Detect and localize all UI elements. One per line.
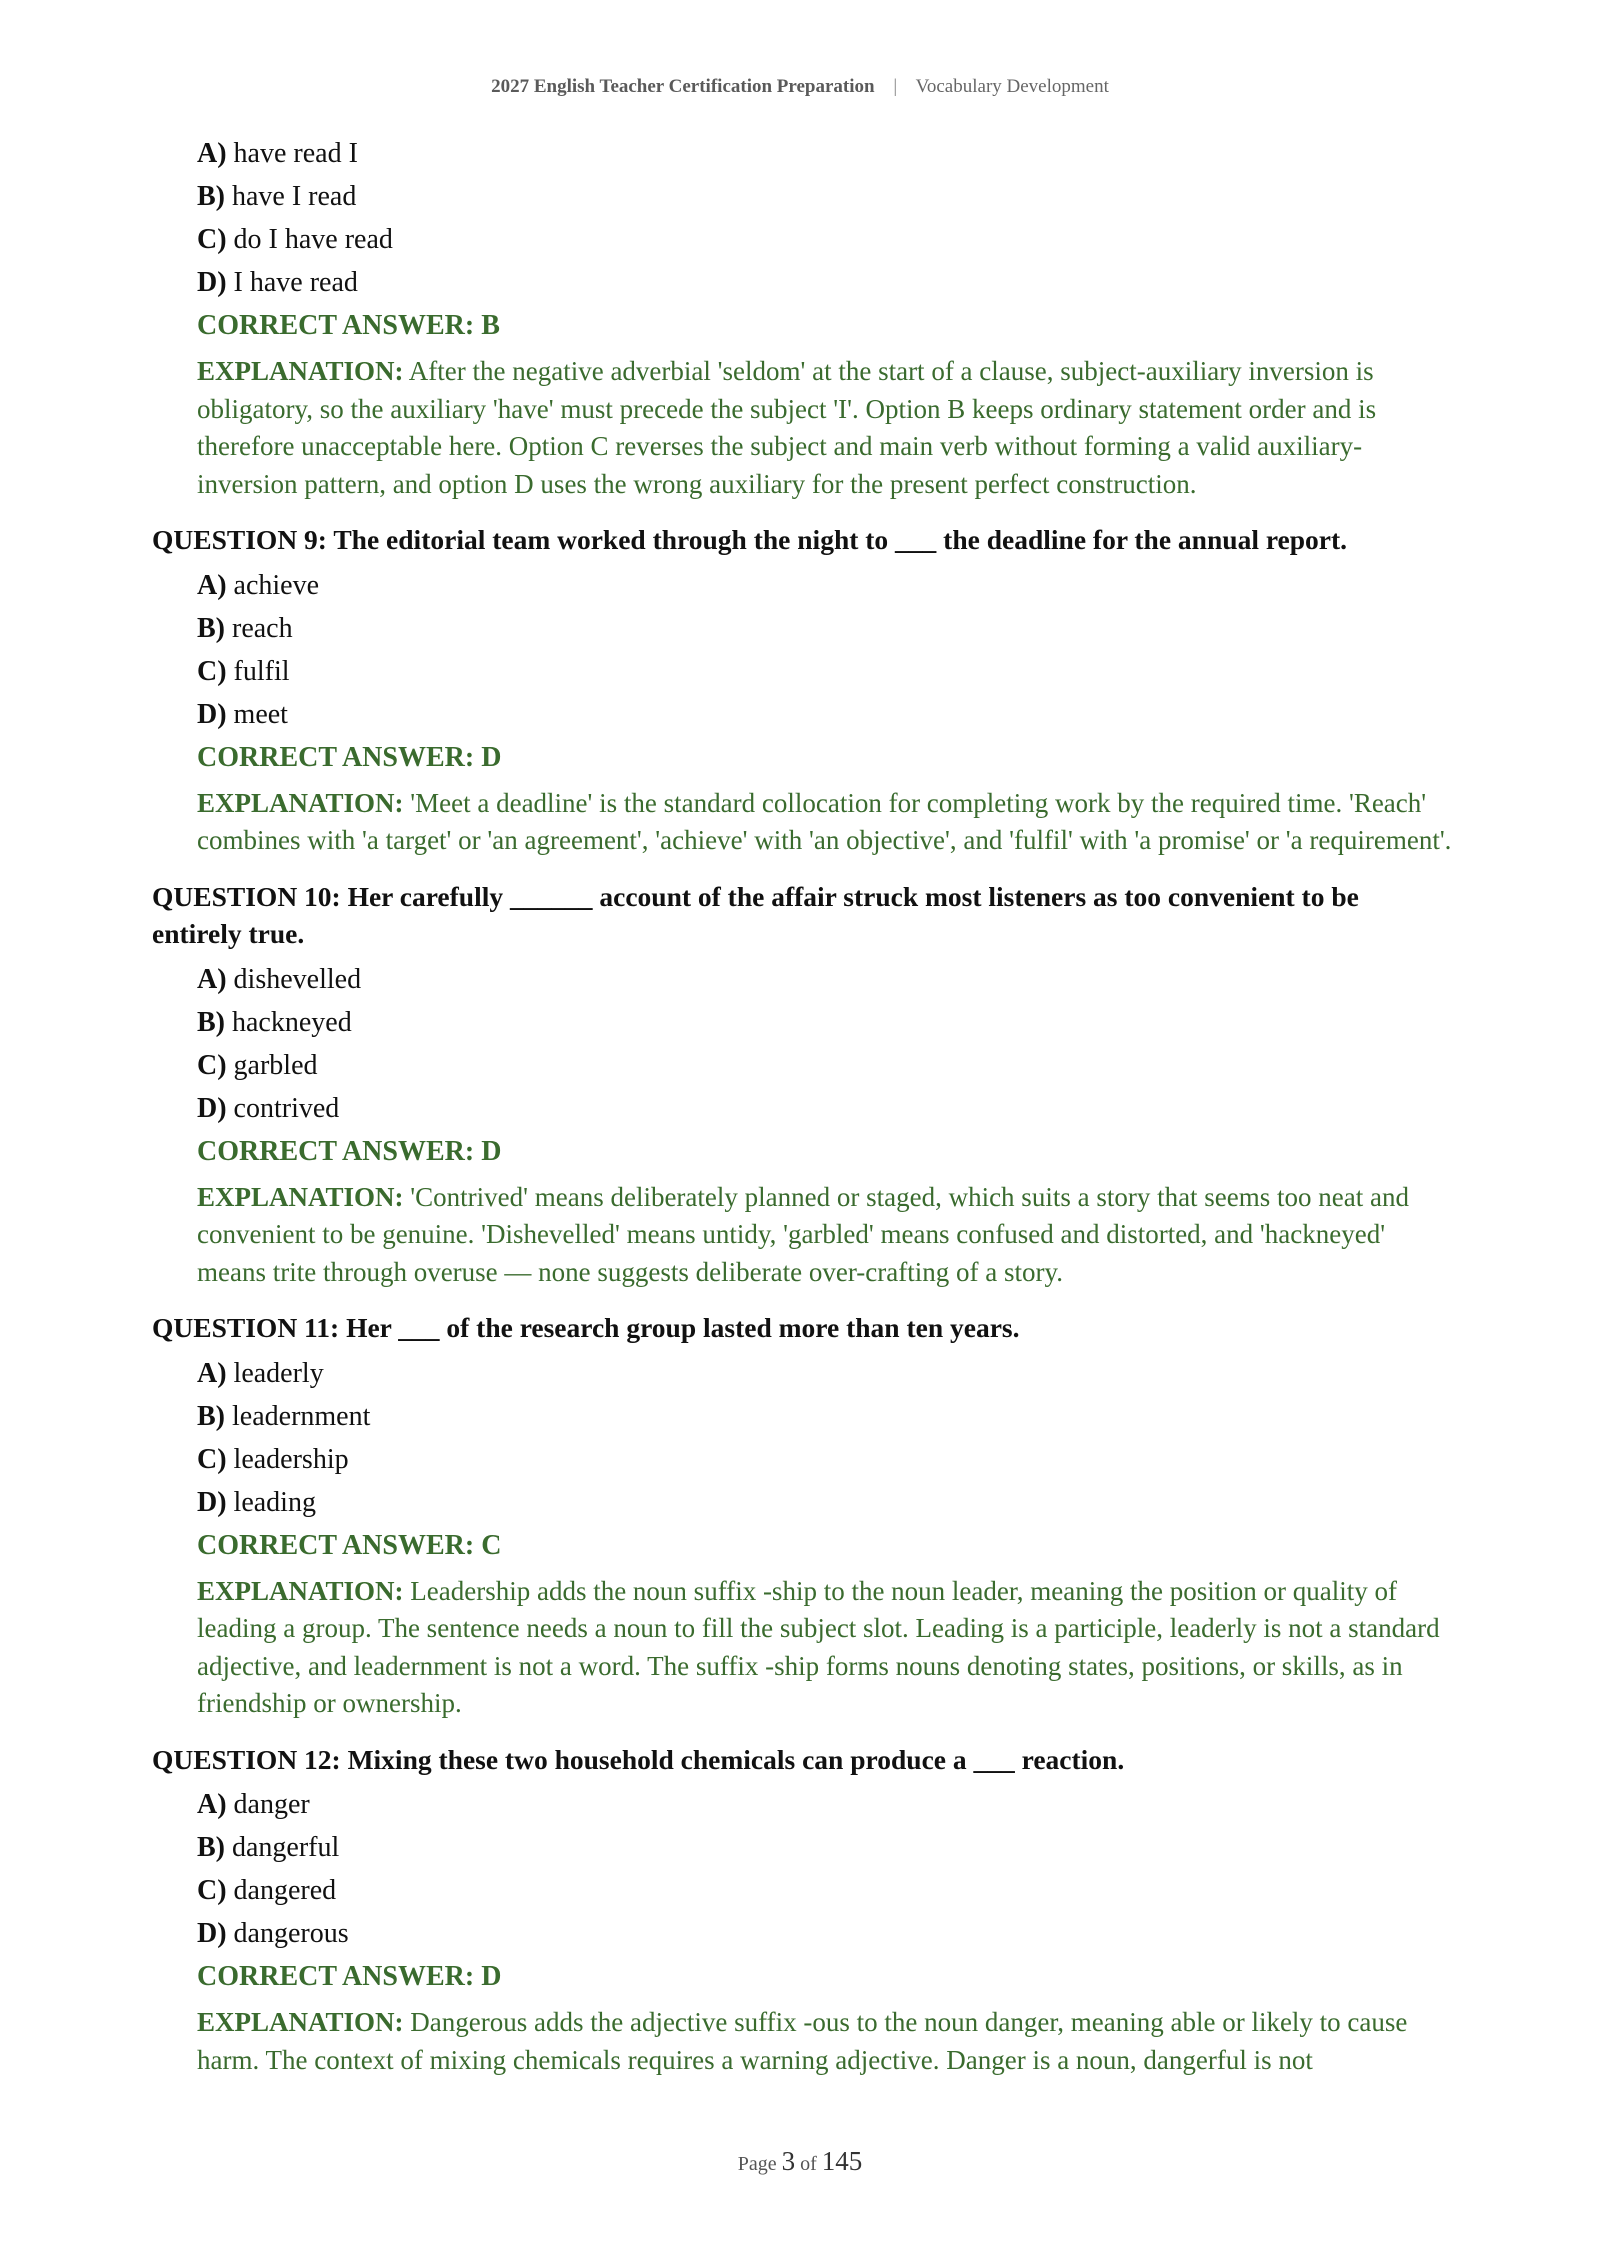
option-b: B) leadernment — [197, 1400, 371, 1432]
question-12-block — [152, 1741, 1452, 2080]
option-b: B) reach — [197, 612, 293, 644]
option-c: C) fulfil — [197, 655, 290, 687]
question-11-block — [152, 1309, 1452, 1723]
option-a: A) have read I — [197, 138, 358, 169]
page-footer — [0, 2146, 1600, 2177]
option-b: B) have I read — [197, 181, 357, 212]
option-a: A) dishevelled — [197, 963, 362, 995]
question-stem: QUESTION 12: Mixing these two household chemicals can produce a ___ reaction. — [152, 1743, 1125, 1775]
question-9-block — [152, 521, 1452, 860]
option-a: A) leaderly — [197, 1357, 324, 1389]
option-c: C) do I have read — [197, 224, 393, 255]
page-number: 3 — [781, 2146, 796, 2176]
correct-answer: CORRECT ANSWER: C — [197, 1529, 502, 1561]
option-d: D) contrived — [197, 1092, 340, 1124]
of-word: of — [800, 2153, 817, 2175]
option-c: C) leadership — [197, 1443, 349, 1475]
option-a: A) danger — [197, 1789, 310, 1820]
explanation: EXPLANATION: After the negative adverbial 'seldom' at the start of a clause, subject-auxiliary inversion is obligatory, so the auxiliary 'have' must precede the subject 'I'. Option B keeps ordinary statement order and is therefore unacceptable here. Option C reverses the subject and main verb without forming a valid auxiliary-inversion pattern, and option D uses the wrong auxiliary for the present perfect construction. — [197, 356, 1377, 499]
option-c: C) dangered — [197, 1875, 337, 1906]
question-10-block — [152, 878, 1452, 1292]
option-b: B) dangerful — [197, 1832, 340, 1863]
running-header — [0, 76, 1600, 98]
header-separator: | — [893, 76, 898, 97]
question-stem: QUESTION 11: Her ___ of the research group lasted more than ten years. — [152, 1312, 1020, 1343]
page-content — [152, 132, 1452, 2079]
total-pages: 145 — [821, 2146, 863, 2176]
question-stem: QUESTION 10: Her carefully ______ account of the affair struck most listeners as too convenient to be entirely true. — [152, 880, 1359, 949]
option-b: B) hackneyed — [197, 1006, 352, 1038]
explanation: EXPLANATION: Dangerous adds the adjective suffix -ous to the noun danger, meaning able or likely to cause harm. The context of mixing chemicals requires a warning adjective. Danger is a noun, dangerful is not — [197, 2007, 1408, 2075]
option-c: C) garbled — [197, 1049, 318, 1081]
explanation: EXPLANATION: 'Contrived' means deliberately planned or staged, which suits a story that seems too neat and convenient to be genuine. 'Dishevelled' means untidy, 'garbled' means confused and distorted, and 'hackneyed' means trite through overuse — none suggests deliberate over-crafting of a story. — [197, 1181, 1409, 1287]
question-stem: QUESTION 9: The editorial team worked through the night to ___ the deadline for the annual report. — [152, 524, 1348, 555]
option-d: D) meet — [197, 698, 288, 730]
explanation: EXPLANATION: 'Meet a deadline' is the standard collocation for completing work by the required time. 'Reach' combines with 'a target' or 'an agreement', 'achieve' with 'an objective', and 'fulfil' with 'a promise' or 'a requirement'. — [197, 787, 1452, 855]
header-title: 2027 English Teacher Certification Preparation — [491, 76, 875, 97]
option-d: D) I have read — [197, 267, 358, 298]
option-d: D) leading — [197, 1486, 316, 1518]
option-a: A) achieve — [197, 569, 320, 601]
correct-answer: CORRECT ANSWER: D — [197, 1135, 502, 1167]
correct-answer: CORRECT ANSWER: B — [197, 310, 500, 341]
question-8-block — [152, 132, 1452, 503]
header-section: Vocabulary Development — [915, 76, 1109, 97]
correct-answer: CORRECT ANSWER: D — [197, 1961, 502, 1992]
correct-answer: CORRECT ANSWER: D — [197, 741, 502, 773]
page-word: Page — [737, 2153, 777, 2175]
explanation: EXPLANATION: Leadership adds the noun suffix -ship to the noun leader, meaning the position or quality of leading a group. The sentence needs a noun to fill the subject slot. Leading is a participle, leaderly is not a standard adjective, and leadernment is not a word. The suffix -ship forms nouns denoting states, positions, or skills, as in friendship or ownership. — [197, 1575, 1440, 1718]
option-d: D) dangerous — [197, 1918, 349, 1949]
